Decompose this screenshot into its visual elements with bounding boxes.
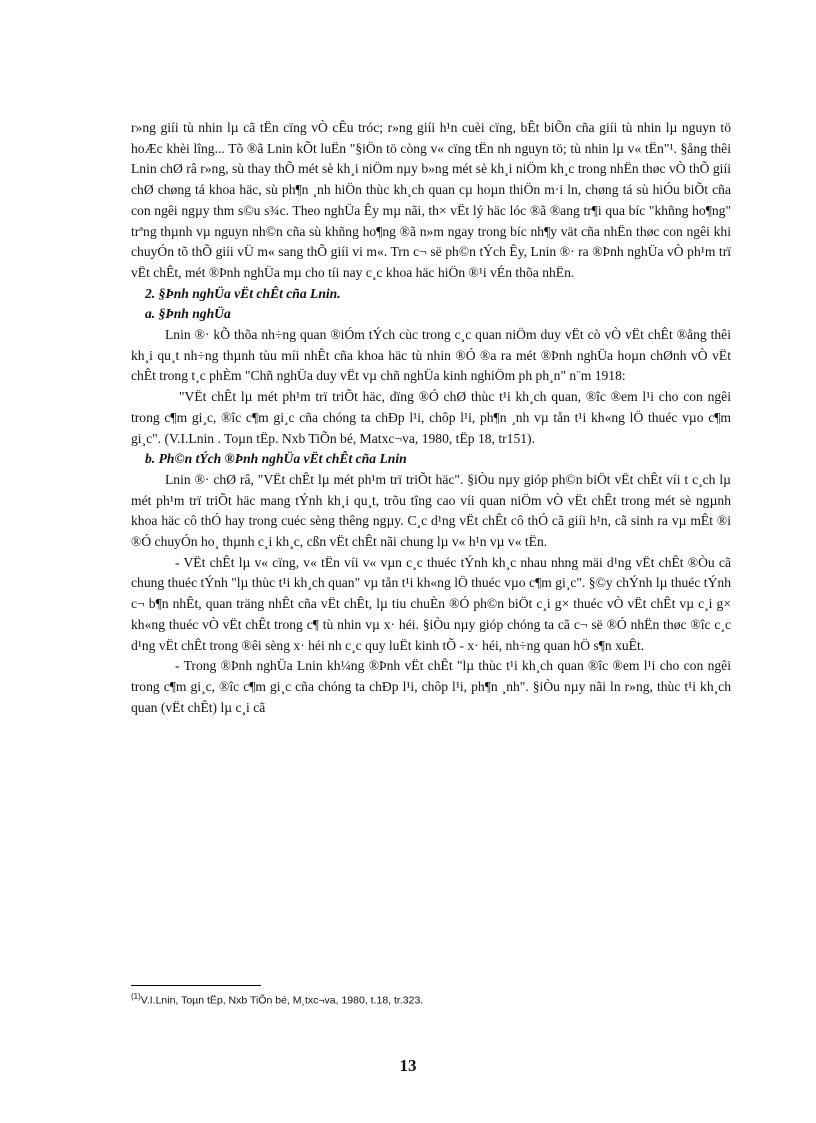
body-paragraph-b: Lnin ®· chØ râ, "VËt chÊt lµ mét ph¹m trï triÕt häc". §iÒu nµy gióp ph©n biÖt vËt chÊt víi t c¸ch lµ mét ph¹m trï triÕt häc mang tÝnh kh¸i qu¸t, trõu tîng cao víi quan niÖm vÒ vËt chÊt trong mét sè ngµnh khoa häc cô thÓ hay trong cuéc sèng thêng ngµy. C¸c d¹ng vËt chÊt cô thÓ cã giíi h¹n, cã sinh ra vµ mÊt ®i ®Ó chuyÓn ho¸ thµnh c¸i kh¸c, cßn vËt chÊt nãi chung lµ v« h¹n vµ v« tËn. xyxy=(131,471,731,550)
body-paragraph-c: - VËt chÊt lµ v« cïng, v« tËn víi v« vµn c¸c thuéc tÝnh kh¸c nhau nhng mäi d¹ng vËt chÊt ®Òu cã chung thuéc tÝnh "lµ thùc t¹i kh¸ch quan" vµ tån t¹i kh«ng lÖ thuéc vµo c¶m gi¸c". §©y chÝnh lµ thuéc tÝnh c¬ b¶n nhÊt, quan träng nhÊt cña vËt chÊt, lµ tiu chuÈn ®Ó ph©n biÖt c¸i g× thuéc vÒ vËt chÊt vµ c¸i g× kh«ng thuéc vÒ vËt chÊt trong c¶ tù nhin vµ x· héi. §iÒu nµy gióp chóng ta cã c¬ së ®Ó nhËn thøc ®îc c¸c d¹ng vËt chÊt trong ®êi sèng x· héi nh c¸c quy luËt kinh tÕ - x· héi, nh÷ng quan hÖ s¶n xuÊt. xyxy=(131,554,731,653)
footnote-marker: (1) xyxy=(131,992,141,1001)
body-paragraph-1: r»ng giíi tù nhin lµ cã tËn cïng vÒ cÊu tróc; r»ng giíi h¹n cuèi cïng, bÊt biÕn cña giíi tù nhin lµ nguyn tö hoÆc khèi lîng... Tõ ®ã Lnin kÕt luËn "§iÖn tö còng v« cïng tËn nh nguyn tö; tù nhin lµ v« tËn"¹. §ång thêi Lnin chØ râ r»ng, sù thay thÕ mét sè kh¸i niÖm nµy b»ng mét sè kh¸i niÖm kh¸c trong nhËn thøc vÒ thÕ giíi chØ chøng tá khoa häc, sù ph¶n ¸nh hiÖn thùc kh¸ch quan cµ hoµn thiÖn m·i ln, chøng tá sù hiÓu biÕt cña con ngêi ngµy thm s©u s¾c. Theo nghÜa Êy mµ nãi, th× vËt lý häc lóc ®ã ®ang tr¶i qua bíc "khñng ho¶ng" trªng thµnh vµ nguyn nh©n cña sù khñng ho¶ng ®ã n»m ngay trong bíc nh¶y vät cña nhËn thøc con ngêi khi chuyÓn tõ thÕ giíi vÜ m« sang thÕ giíi vi m«. Trn c¬ së ph©n tÝch Êy, Lnin ®· ra ®Þnh nghÜa vÒ ph¹m trï vËt chÊt, mét ®Þnh nghÜa mµ cho tíi nay c¸c khoa häc hiÖn ®¹i vÉn thõa nhËn. xyxy=(131,120,731,280)
subsection-heading-a: a. §Þnh nghÜa xyxy=(145,306,231,322)
footnote xyxy=(131,992,423,1007)
section-heading-2: 2. §Þnh nghÜa vËt chÊt cña Lnin. xyxy=(145,285,341,301)
block-quote: "VËt chÊt lµ mét ph¹m trï triÕt häc, dïng ®Ó chØ thùc t¹i kh¸ch quan, ®îc ®em l¹i cho con ngêi trong c¶m gi¸c, ®îc c¶m gi¸c cña chóng ta chÐp l¹i, chôp l¹i, ph¶n ¸nh vµ tån t¹i kh«ng lÖ thuéc vµo c¶m gi¸c". (V.I.Lnin . Toµn tËp. Nxb TiÕn bé, Matxc¬va, 1980, tËp 18, tr151). xyxy=(131,389,731,446)
subsection-heading-b: b. Ph©n tÝch ®Þnh nghÜa vËt chÊt cña Lnin xyxy=(145,451,407,467)
body-paragraph-d: - Trong ®Þnh nghÜa Lnin kh¼ng ®Þnh vËt chÊt "lµ thùc t¹i kh¸ch quan ®îc ®em l¹i cho con ngêi trong c¶m gi¸c, ®îc c¶m gi¸c cña chóng ta chÐp l¹i, chôp l¹i, ph¶n ¸nh". §iÒu nµy nãi ln r»ng, thùc t¹i kh¸ch quan (vËt chÊt) lµ c¸i cã xyxy=(131,658,731,715)
footnote-text: V.I.Lnin, Toµn tËp, Nxb TiÕn bé, M¸txc¬va, 1980, t.18, tr.323. xyxy=(140,994,424,1007)
body-paragraph-a: Lnin ®· kÕ thõa nh÷ng quan ®iÓm tÝch cùc trong c¸c quan niÖm duy vËt cò vÒ vËt chÊt ®ång thêi kh¸i qu¸t nh÷ng thµnh tùu míi nhÊt cña khoa häc tù nhin ®Ó ®a ra mét ®Þnh nghÜa hoµn chØnh vÒ vËt chÊt trong t¸c phÈm "Chñ nghÜa duy vËt vµ chñ nghÜa kinh nghiÖm ph ph¸n" n¨m 1918: xyxy=(131,327,731,384)
document-body xyxy=(131,118,731,718)
footnote-divider xyxy=(131,985,261,986)
page-number: 13 xyxy=(399,1056,417,1075)
